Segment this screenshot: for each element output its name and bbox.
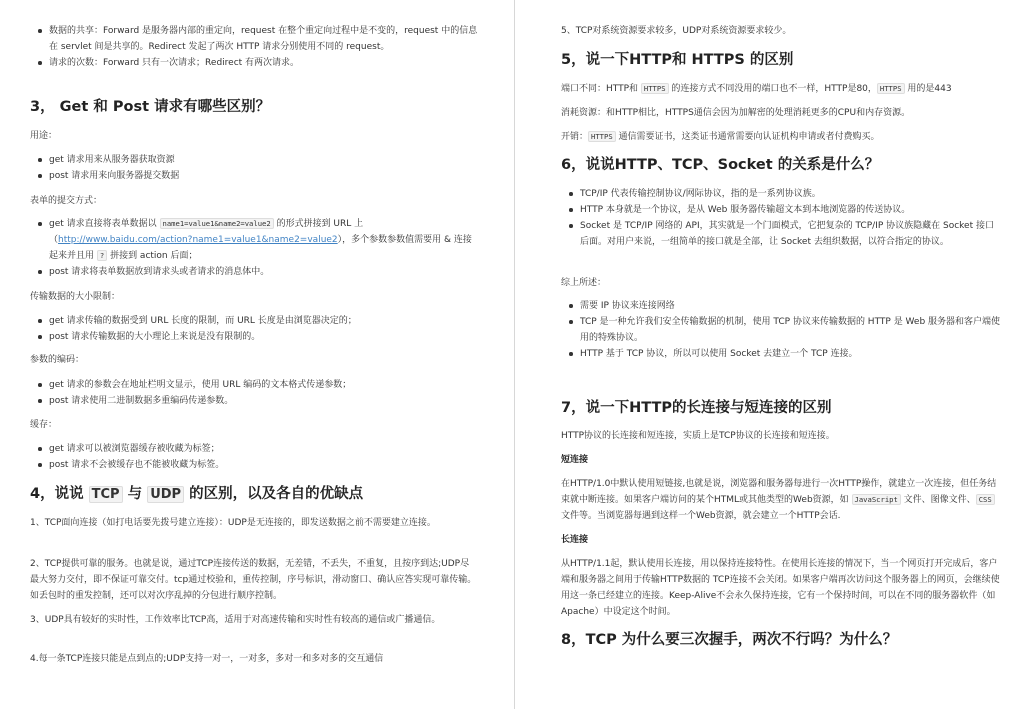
list-item	[49, 216, 478, 264]
subheading-long-connection: 长连接	[561, 535, 589, 545]
inline-code: CSS	[976, 494, 995, 505]
list-item: get 请求用来从服务器获取资源	[49, 152, 478, 168]
heading-http-tcp-socket: 6，说说HTTP、TCP、Socket 的关系是什么？	[561, 157, 880, 173]
list-item: HTTP 基于 TCP 协议，所以可以使用 Socket 去建立一个 TCP 连接。	[580, 346, 1001, 362]
heading-get-post: 3， Get 和 Post 请求有哪些区别？	[30, 99, 271, 115]
list-item: post 请求将表单数据放到请求头或者请求的消息体中。	[49, 264, 478, 280]
heading-http-https: 5，说一下HTTP和 HTTPS 的区别	[561, 52, 794, 68]
label-usage: 用途：	[30, 131, 58, 141]
paragraph-tcp-5: 5、TCP对系统资源要求较多，UDP对系统资源要求较少。	[561, 26, 792, 36]
text-span: 用的是443	[904, 84, 952, 94]
inline-code: UDP	[147, 486, 184, 503]
inline-code: HTTPS	[641, 83, 669, 94]
text-span: 与	[122, 486, 148, 502]
inline-code: name1=value1&name2=value2	[160, 218, 274, 229]
list-item: Socket 是 TCP/IP 网络的 API，其实就是一个门面模式，它把复杂的 TCP/IP 协议族隐藏在 Socket 接口后面。对用户来说，一组简单的接口就是全部，让 Socket 去组织数据，以符合指定的协议。	[580, 218, 1001, 250]
subheading-short-connection: 短连接	[561, 455, 589, 465]
list-item: get 请求传输的数据受到 URL 长度的限制，而 URL 长度是由浏览器决定的；	[49, 313, 478, 329]
inline-code: HTTPS	[877, 83, 905, 94]
text-span: 4，说说	[30, 486, 89, 502]
text-span: 端口不同：HTTP和	[561, 84, 641, 94]
paragraph-resource: 消耗资源：和HTTP相比，HTTPS通信会因为加解密的处理消耗更多的CPU和内存资源。	[561, 108, 911, 118]
inline-code: ?	[97, 250, 107, 261]
paragraph-intro: HTTP协议的长连接和短连接，实质上是TCP协议的长连接和短连接。	[561, 431, 835, 441]
text-span: 文件等。当浏览器每遇到这样一个Web资源，就会建立一个HTTP会话.	[561, 511, 841, 521]
text-span: 的形式拼接到 URL 上（	[49, 219, 364, 245]
forward-redirect-list	[30, 23, 478, 71]
list-item: post 请求使用二进制数据多重编码传递参数。	[49, 393, 478, 409]
text-span: 通信需要证书，这类证书通常需要向认证机构申请或者付费购买。	[615, 132, 880, 142]
usage-list	[30, 152, 478, 184]
heading-long-short-connection: 7，说一下HTTP的长连接与短连接的区别	[561, 400, 832, 416]
text-span: 文件、图像文件、	[900, 495, 976, 505]
list-item: get 请求可以被浏览器缓存被收藏为标签；	[49, 441, 478, 457]
list-item: 请求的次数：Forward 只有一次请求；Redirect 有两次请求。	[49, 55, 478, 71]
list-item: post 请求不会被缓存也不能被收藏为标签。	[49, 457, 478, 473]
heading-tcp-udp	[30, 483, 478, 506]
paragraph-tcp-1: 1、TCP面向连接（如打电话要先拨号建立连接）：UDP是无连接的，即发送数据之前不需要建立连接。	[30, 518, 436, 528]
label-size-limit: 传输数据的大小限制：	[30, 292, 121, 302]
right-page	[561, 0, 1001, 709]
label-form-submit: 表单的提交方式：	[30, 196, 103, 206]
paragraph-tcp-4: 4.每一条TCP连接只能是点到点的;UDP支持一对一，一对多，多对一和多对多的交互通信	[30, 654, 384, 664]
page-divider	[514, 0, 515, 709]
form-submit-list	[30, 216, 478, 280]
summary-list	[561, 298, 1001, 362]
label-summary: 综上所述：	[561, 278, 607, 288]
left-page	[30, 0, 478, 709]
text-span: 开销：	[561, 132, 589, 142]
paragraph-tcp-2: 2、TCP提供可靠的服务。也就是说，通过TCP连接传送的数据，无差错，不丢失，不重复，且按序到达;UDP尽最大努力交付，即不保证可靠交付。tcp通过校验和，重传控制，序号标识，滑动窗口、确认应答实现可靠传输。如丢包时的重发控制，还可以对次序乱掉的分包进行顺序控制。	[30, 559, 477, 601]
heading-three-way-handshake: 8，TCP 为什么要三次握手，两次不行吗？为什么？	[561, 632, 898, 648]
list-item: 需要 IP 协议来连接网络	[580, 298, 1001, 314]
paragraph-long-connection: 从HTTP/1.1起，默认使用长连接，用以保持连接特性。在使用长连接的情况下，当一个网页打开完成后，客户端和服务器之间用于传输HTTP数据的 TCP连接不会关闭。如果客户端再次访问这个服务器上的网页，会继续使用这一条已经建立的连接。Keep-Alive不会永久保持连接，它有一个保持时间，可以在不同的服务器软件（如Apache）中设定这个时间。	[561, 559, 1000, 617]
label-cache: 缓存：	[30, 420, 58, 430]
list-item: TCP/IP 代表传输控制协议/网际协议，指的是一系列协议族。	[580, 186, 1001, 202]
cache-list	[30, 441, 478, 473]
paragraph-cost	[561, 129, 1001, 145]
text-span: 拼接到 action 后面；	[107, 251, 198, 261]
text-span: get 请求直接将表单数据以	[49, 219, 160, 229]
text-span: 在HTTP/1.0中默认使用短链接,也就是说，浏览器和服务器每进行一次HTTP操作，就建立一次连接，但任务结束就中断连接。如果客户端访问的某个HTML或其他类型的Web资源，如	[561, 479, 997, 505]
list-item: HTTP 本身就是一个协议，是从 Web 服务器传输超文本到本地浏览器的传送协议。	[580, 202, 1001, 218]
label-encoding: 参数的编码：	[30, 355, 85, 365]
inline-code: TCP	[89, 486, 123, 503]
inline-code: JavaScript	[852, 494, 901, 505]
inline-code: HTTPS	[588, 131, 616, 142]
list-item: 数据的共享：Forward 是服务器内部的重定向，request 在整个重定向过程中是不变的，request 中的信息在 servlet 间是共享的。Redirect 发起了两次 HTTP 请求分别使用不同的 request。	[49, 23, 478, 55]
list-item: post 请求传输数据的大小理论上来说是没有限制的。	[49, 329, 478, 345]
example-url-link[interactable]: http://www.baidu.com/action?name1=value1&name2=value2	[58, 235, 338, 245]
text-span: 的区别，以及各自的优缺点	[184, 486, 364, 502]
text-span: 的连接方式不同没用的端口也不一样，HTTP是80，	[668, 84, 877, 94]
paragraph-tcp-3: 3、UDP具有较好的实时性，工作效率比TCP高，适用于对高速传输和实时性有较高的通信或广播通信。	[30, 615, 441, 625]
socket-list	[561, 186, 1001, 250]
list-item: TCP 是一种允许我们安全传输数据的机制，使用 TCP 协议来传输数据的 HTTP 是 Web 服务器和客户端使用的特殊协议。	[580, 314, 1001, 346]
paragraph-short-connection	[561, 476, 1001, 524]
list-item: get 请求的参数会在地址栏明文显示，使用 URL 编码的文本格式传递参数；	[49, 377, 478, 393]
text-span: ），多个参数参数值需要用 & 连接起来并且用	[49, 235, 472, 261]
size-limit-list	[30, 313, 478, 345]
list-item: post 请求用来向服务器提交数据	[49, 168, 478, 184]
encoding-list	[30, 377, 478, 409]
paragraph-port	[561, 81, 1001, 97]
